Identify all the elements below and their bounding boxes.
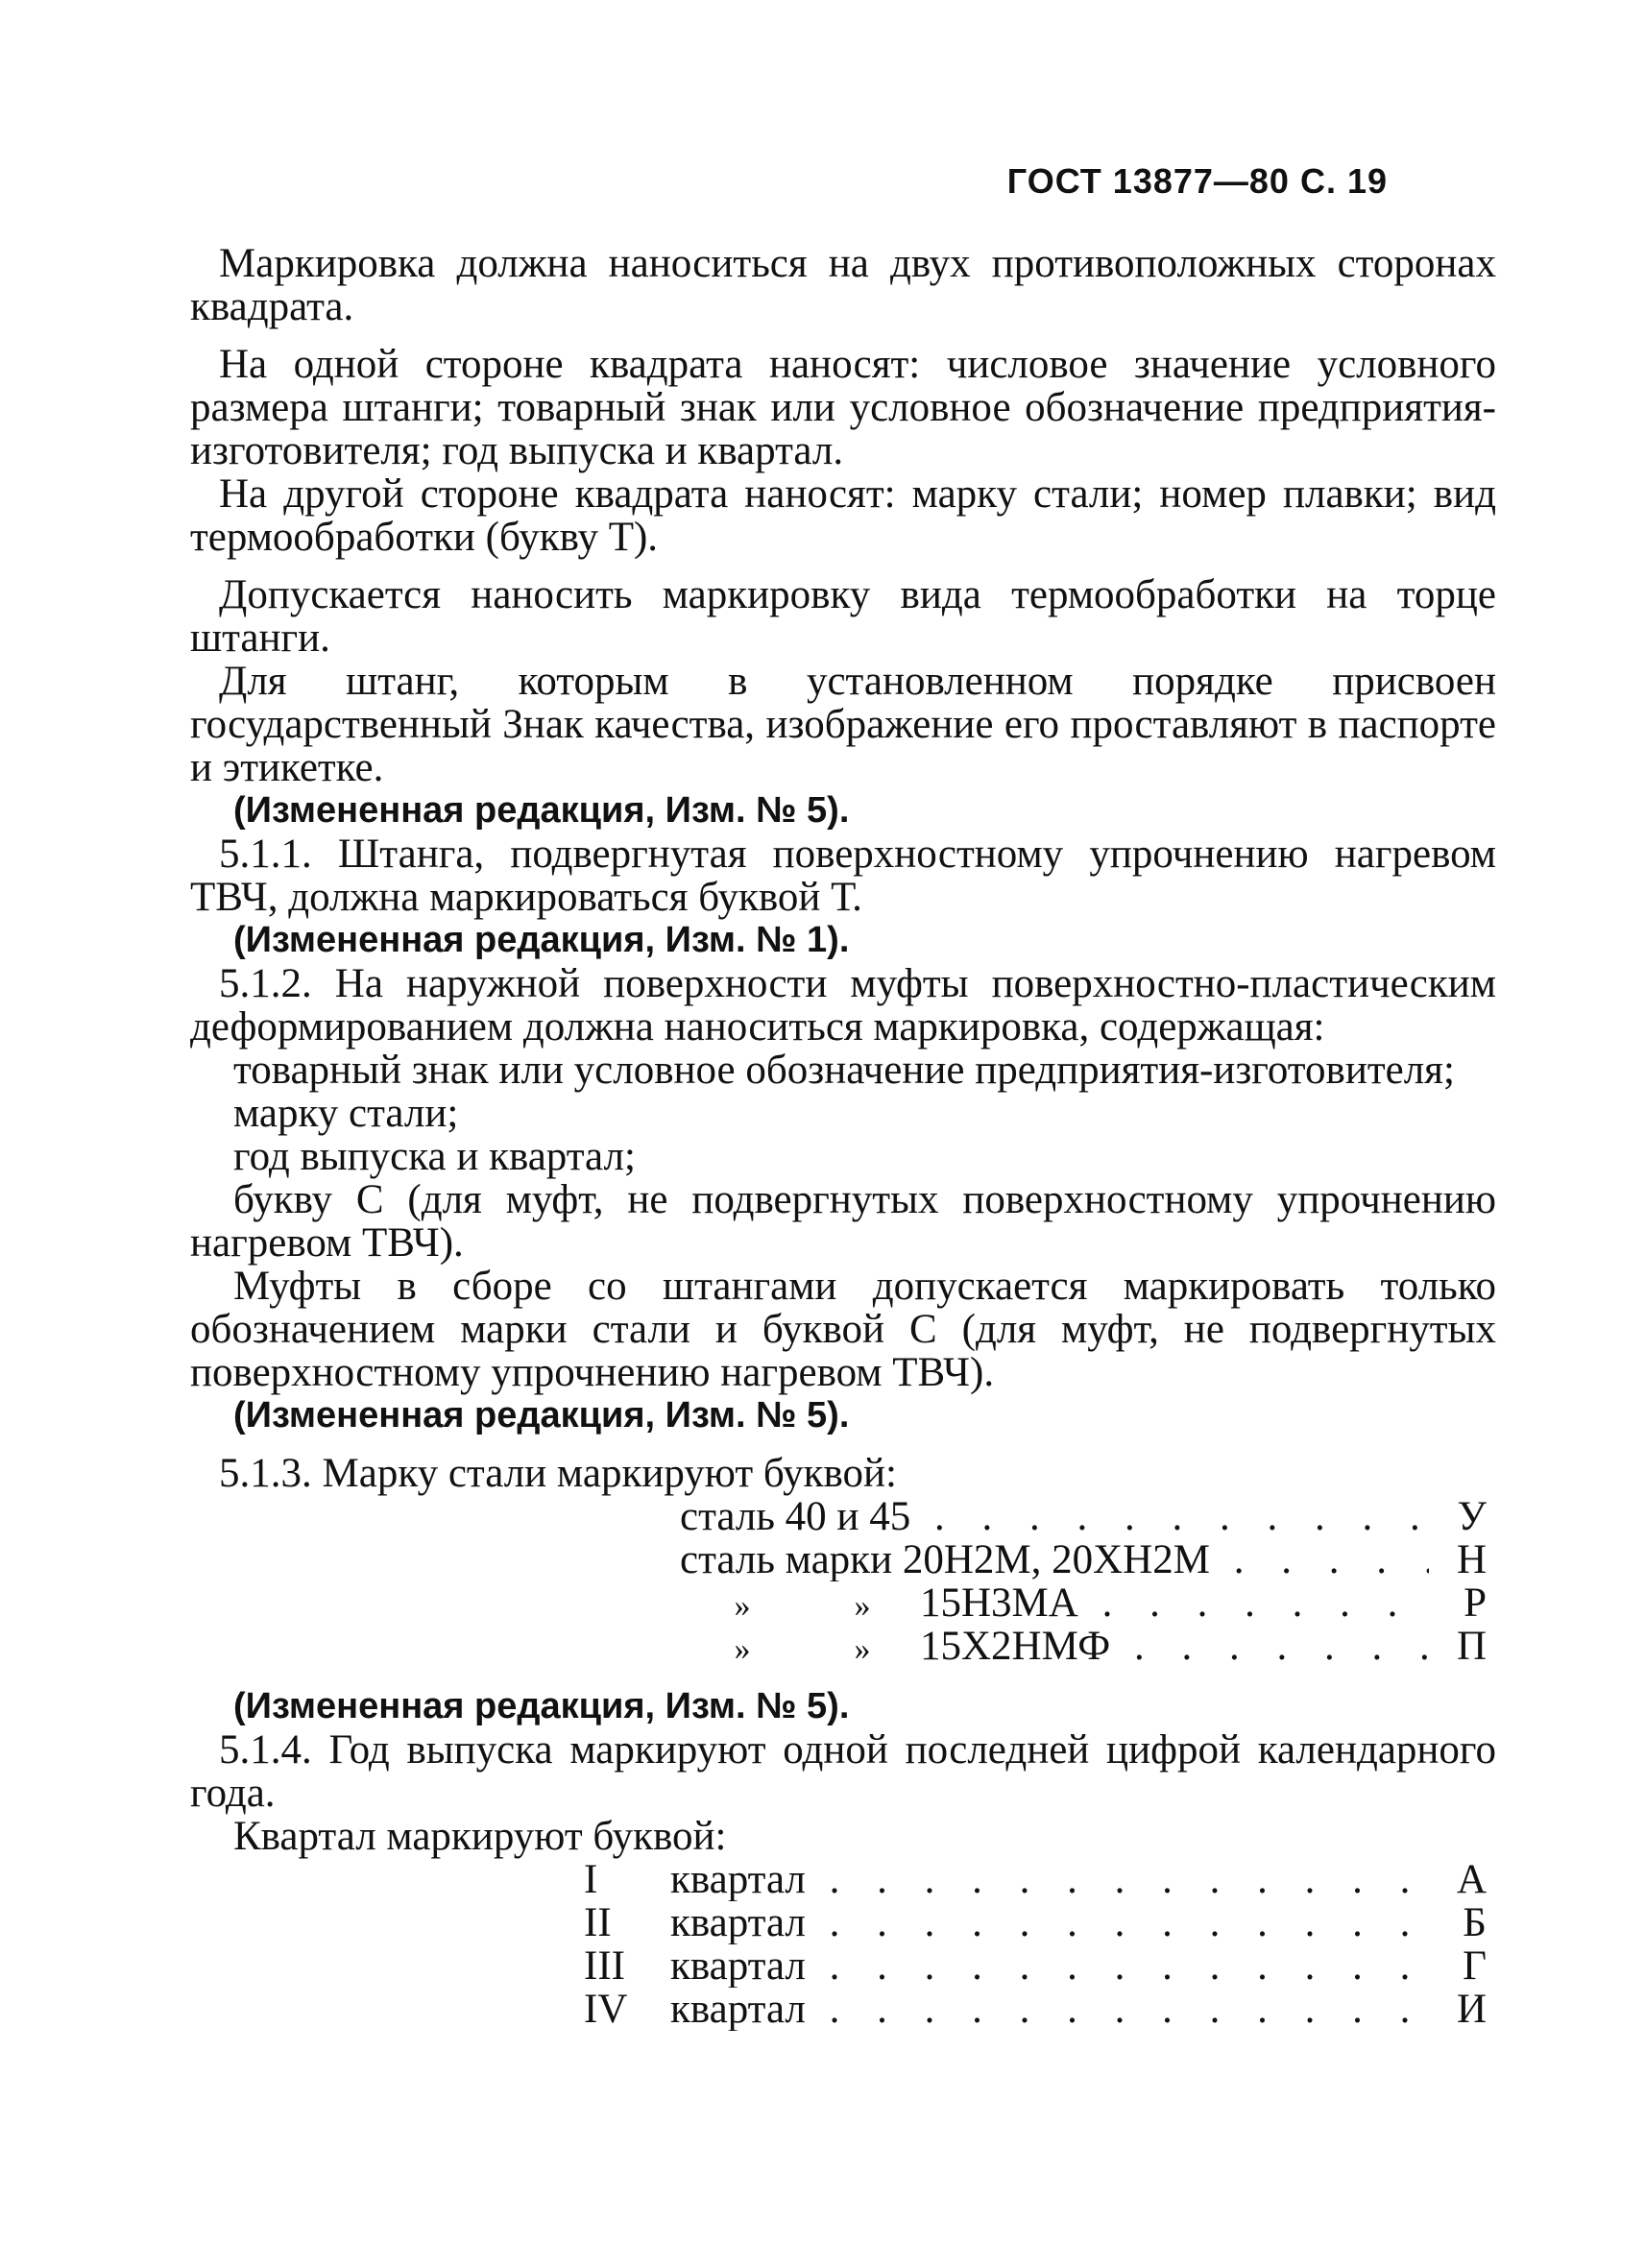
paragraph-quarter: Квартал маркируют буквой: — [233, 1814, 727, 1859]
ditto-mark: » — [734, 1588, 751, 1624]
page-header: ГОСТ 13877—80 С. 19 — [1006, 161, 1388, 201]
paragraph: Для штанг, которым в установленном порядке присвоен государственный Знак качества, изображение его проставляют в паспорте и этикетке. — [190, 659, 1496, 790]
ditto-mark: » — [734, 1631, 751, 1667]
steel-mark-code: Р — [1464, 1580, 1487, 1626]
list-item: букву С (для муфт, не подвергнутых поверхностному упрочнению нагревом ТВЧ). — [190, 1177, 1496, 1266]
steel-mark-code: П — [1456, 1624, 1487, 1669]
quarter-number: I — [584, 1857, 598, 1902]
quarter-code: А — [1456, 1857, 1487, 1902]
ditto-mark: » — [854, 1588, 871, 1624]
steel-grade-label: сталь марки 20Н2М, 20ХН2М . . . — [680, 1538, 1429, 1581]
steel-mark-code: У — [1457, 1494, 1487, 1539]
steel-grade-label: сталь 40 и 45 . . . — [680, 1495, 1429, 1538]
steel-mark-table — [190, 1495, 1496, 1668]
amendment-note: (Измененная редакция, Изм. № 5). — [233, 1395, 850, 1436]
paragraph-5-1-1: 5.1.1. Штанга, подвергнутая поверхностному упрочнению нагревом ТВЧ, должна маркироваться буквой Т. — [190, 832, 1496, 920]
quarter-code: И — [1456, 1987, 1487, 2032]
list-item: марку стали; — [233, 1091, 459, 1136]
quarter-table — [190, 1858, 1496, 2031]
quarter-row — [190, 1944, 1496, 1988]
steel-mark-row — [190, 1538, 1496, 1581]
quarter-code: Б — [1463, 1900, 1487, 1945]
list-item: год выпуска и квартал; — [233, 1134, 636, 1179]
paragraph-5-1-3: 5.1.3. Марку стали маркируют буквой: — [219, 1451, 897, 1496]
steel-grade-label: 15Х2НМФ — [920, 1625, 1111, 1669]
amendment-note: (Измененная редакция, Изм. № 5). — [233, 1686, 850, 1726]
amendment-note: (Измененная редакция, Изм. № 1). — [233, 920, 850, 960]
quarter-label: квартал . . . — [670, 1901, 1429, 1944]
paragraph-5-1-2: 5.1.2. На наружной поверхности муфты поверхностно-пластическим деформированием должна наноситься маркировка, содержащая: — [190, 961, 1496, 1050]
paragraph: На другой стороне квадрата наносят: марку стали; номер плавки; вид термообработки (букву Т). — [190, 471, 1496, 560]
paragraph-couplings: Муфты в сборе со штангами допускается маркировать только обозначением марки стали и буквой С (для муфт, не подвергнутых поверхностному упрочнению нагревом ТВЧ). — [190, 1264, 1496, 1395]
amendment-note: (Измененная редакция, Изм. № 5). — [233, 790, 850, 831]
quarter-row — [190, 1858, 1496, 1901]
paragraph: На одной стороне квадрата наносят: числовое значение условного размера штанги; товарный знак или условное обозначение предприятия-изготовителя; год выпуска и квартал. — [190, 342, 1496, 473]
steel-mark-row — [190, 1625, 1496, 1668]
steel-mark-row — [190, 1495, 1496, 1538]
steel-grade-label: 15Н3МА — [920, 1581, 1078, 1626]
ditto-mark: » — [854, 1631, 871, 1667]
list-item: товарный знак или условное обозначение предприятия-изготовителя; — [233, 1048, 1455, 1093]
quarter-label: квартал . . . — [670, 1858, 1429, 1901]
quarter-number: III — [584, 1943, 625, 1989]
quarter-label: квартал . . . — [670, 1988, 1429, 2031]
paragraph: Допускается наносить маркировку вида термообработки на торце штанги. — [190, 572, 1496, 661]
steel-mark-row — [190, 1581, 1496, 1625]
paragraph-5-1-4: 5.1.4. Год выпуска маркируют одной последней цифрой календарного года. — [190, 1727, 1496, 1816]
body-text — [190, 242, 1496, 2031]
quarter-number: IV — [584, 1987, 628, 2032]
steel-grade-cell — [680, 1625, 1429, 1671]
steel-mark-code: Н — [1456, 1537, 1487, 1582]
quarter-code: Г — [1463, 1943, 1487, 1989]
quarter-row — [190, 1988, 1496, 2031]
paragraph: Маркировка должна наноситься на двух противоположных сторонах квадрата. — [190, 241, 1496, 329]
steel-grade-cell — [680, 1581, 1429, 1628]
quarter-number: II — [584, 1900, 612, 1945]
quarter-label: квартал . . . — [670, 1944, 1429, 1988]
quarter-row — [190, 1901, 1496, 1944]
